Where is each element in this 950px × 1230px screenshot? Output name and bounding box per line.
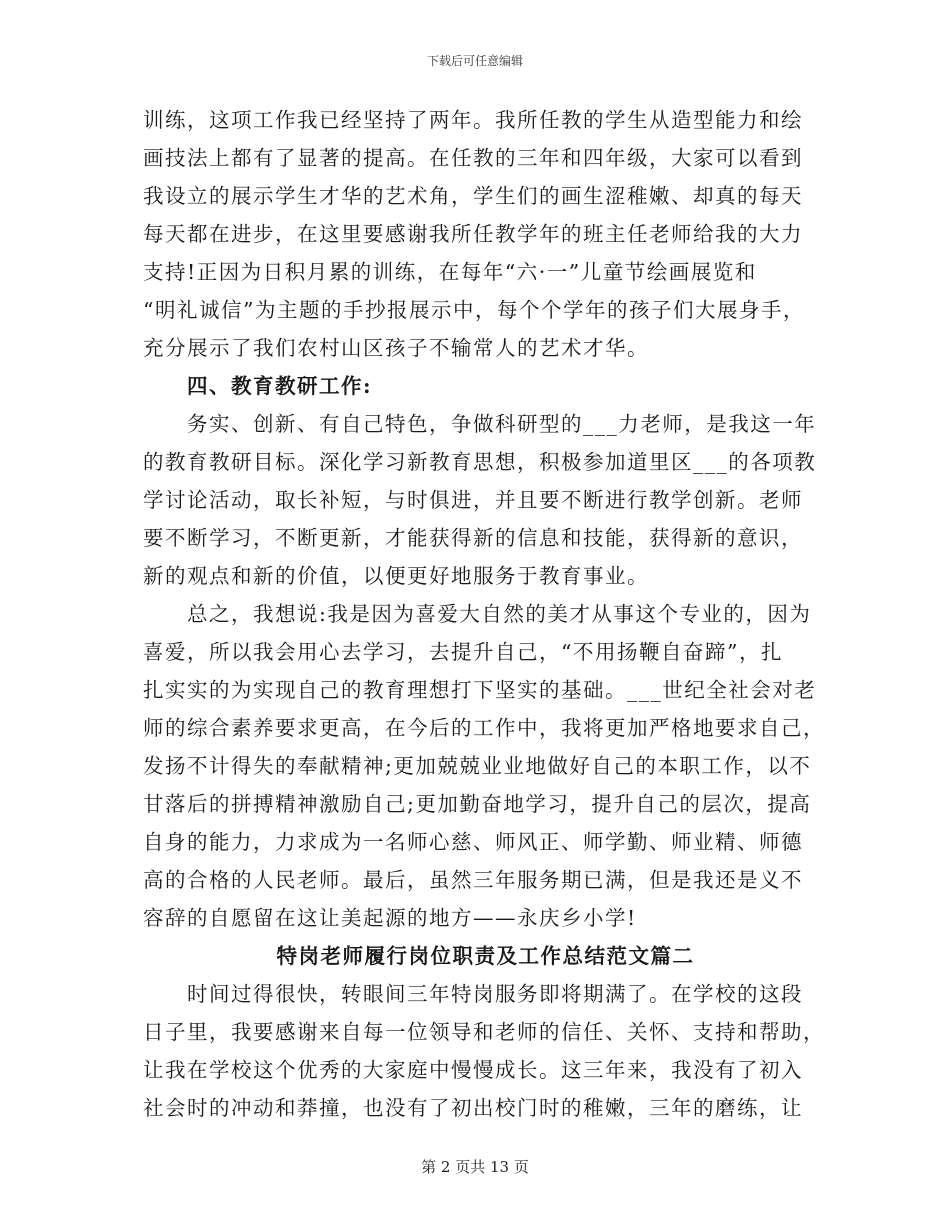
text-line: 学讨论活动，取长补短，与时俱进，并且要不断进行教学创新。老师 — [143, 488, 803, 512]
text-line: 喜爱，所以我会用心去学习，去提升自己，“不用扬鞭自奋蹄”，扎 — [143, 640, 783, 664]
text-line: 让我在学校这个优秀的大家庭中慢慢成长。这三年来，我没有了初入 — [143, 1058, 803, 1082]
text-line: 容辞的自愿留在这让美起源的地方——永庆乡小学! — [143, 906, 637, 930]
paragraph-first-line: 务实、创新、有自己特色，争做科研型的___力老师，是我这一年 — [187, 412, 817, 436]
article-title: 特岗老师履行岗位职责及工作总结范文篇二 — [276, 944, 695, 968]
text-line: 高的合格的人民老师。最后，虽然三年服务期已满，但是我还是义不 — [143, 868, 803, 892]
text-line: 日子里，我要感谢来自每一位领导和老师的信任、关怀、支持和帮助， — [143, 1020, 825, 1044]
text-line: 扎实实的为实现自己的教育理想打下坚实的基础。___世纪全社会对老 — [143, 678, 817, 702]
text-line: 社会时的冲动和莽撞，也没有了初出校门时的稚嫩，三年的磨练，让 — [143, 1096, 803, 1120]
text-line: 发扬不计得失的奉献精神;更加兢兢业业地做好自己的本职工作，以不 — [143, 754, 812, 778]
text-line: 我设立的展示学生才华的艺术角，学生们的画生涩稚嫩、却真的每天 — [143, 184, 803, 208]
text-line: “明礼诚信”为主题的手抄报展示中，每个个学年的孩子们大展身手， — [143, 298, 805, 322]
text-line: 新的观点和新的价值，以便更好地服务于教育事业。 — [143, 564, 649, 588]
page-number: 第 2 页共 13 页 — [421, 1158, 529, 1176]
text-line: 支持!正因为日积月累的训练，在每年“六·一”儿童节绘画展览和 — [143, 260, 757, 284]
document-body — [143, 101, 825, 1127]
text-line: 充分展示了我们农村山区孩子不输常人的艺术才华。 — [143, 336, 649, 360]
paragraph-first-line: 总之，我想说:我是因为喜爱大自然的美才从事这个专业的，因为 — [187, 602, 812, 626]
page-header: 下载后可任意编辑 — [426, 54, 523, 68]
text-line: 师的综合素养要求更高，在今后的工作中，我将更加严格地要求自己， — [143, 716, 825, 740]
text-line: 要不断学习，不断更新，才能获得新的信息和技能，获得新的意识， — [143, 526, 803, 550]
paragraph-first-line: 时间过得很快，转眼间三年特岗服务即将期满了。在学校的这段 — [187, 982, 803, 1006]
text-line: 的教育教研目标。深化学习新教育思想，积极参加道里区___的各项教 — [143, 450, 817, 474]
text-line: 自身的能力，力求成为一名师心慈、师风正、师学勤、师业精、师德 — [143, 830, 803, 854]
text-line: 画技法上都有了显著的提高。在任教的三年和四年级，大家可以看到 — [143, 146, 803, 170]
text-line: 每天都在进步，在这里要感谢我所任教学年的班主任老师给我的大力 — [143, 222, 803, 246]
section-heading: 四、教育教研工作: — [187, 374, 373, 398]
text-line: 训练，这项工作我已经坚持了两年。我所任教的学生从造型能力和绘 — [143, 108, 803, 132]
text-line: 甘落后的拼搏精神激励自己;更加勤奋地学习，提升自己的层次，提高 — [143, 792, 812, 816]
